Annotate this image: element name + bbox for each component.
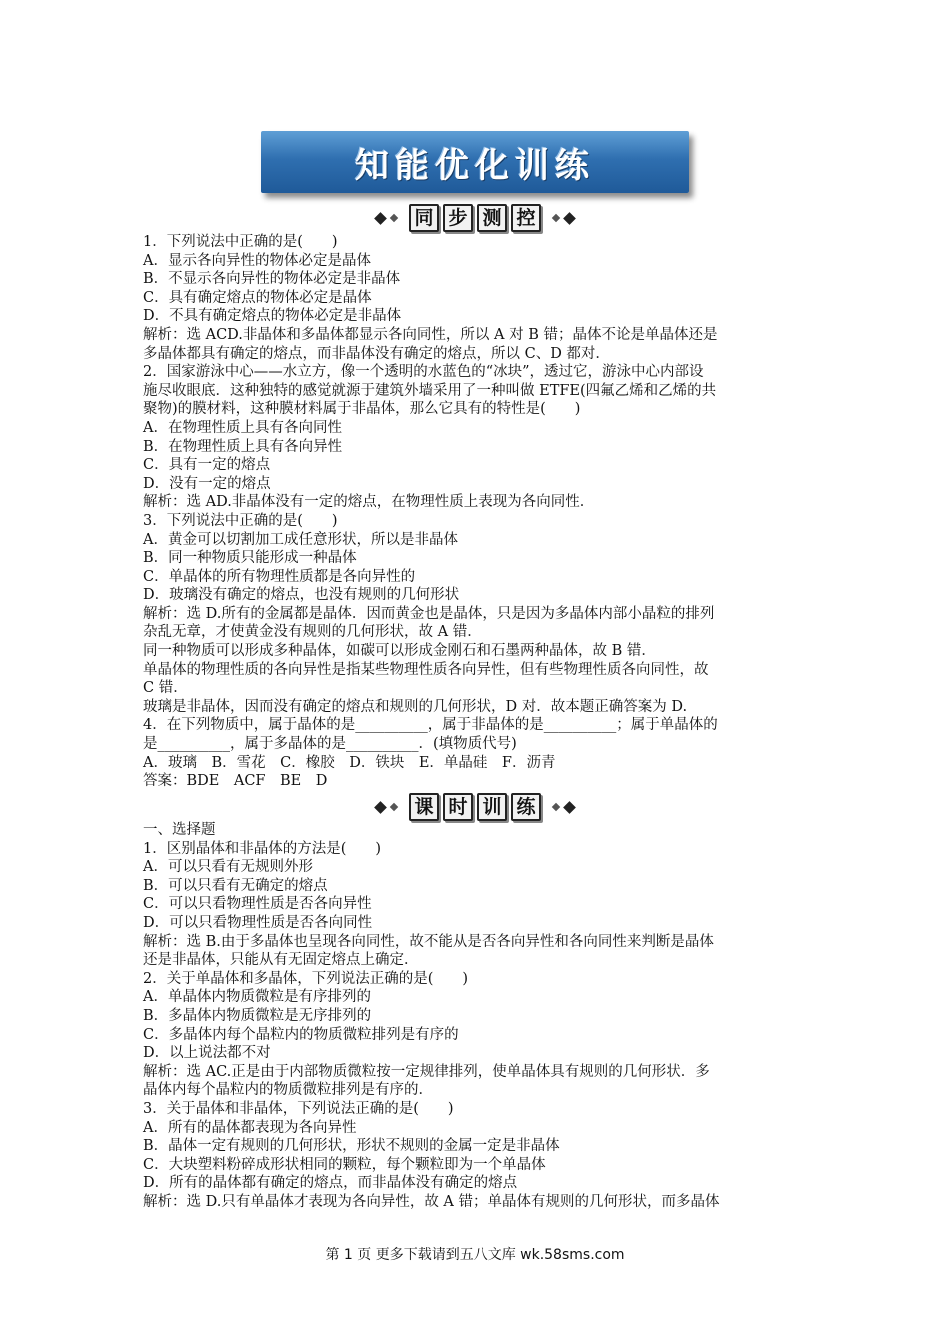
banner-title: 知能优化训练 — [355, 145, 595, 186]
section-title-char: 训 — [477, 793, 507, 821]
text-line: B．多晶体内物质微粒是无序排列的 — [143, 1007, 372, 1024]
text-line: 解析：选 D.只有单晶体才表现为各向异性，故 A 错；单晶体有规则的几何形状，而多晶体 — [143, 1193, 720, 1210]
text-line: 解析：选 D.所有的金属都是晶体．因而黄金也是晶体，只是因为多晶体内部小晶粒的排列 — [143, 605, 715, 622]
text-line: 2．国家游泳中心——水立方，像一个透明的水蓝色的“冰块”，透过它，游泳中心内部设 — [143, 364, 704, 381]
text-line: 还是非晶体，只能从有无固定熔点上确定． — [143, 952, 419, 969]
text-line: 解析：选 ACD.非晶体和多晶体都显示各向同性，所以 A 对 B 错；晶体不论是单晶体还是 — [143, 326, 718, 343]
text-line: B．晶体一定有规则的几何形状，形状不规则的金属一定是非晶体 — [143, 1138, 560, 1155]
section-title-char: 控 — [511, 204, 541, 232]
text-line: 多晶体都具有确定的熔点，而非晶体没有确定的熔点，所以 C、D 都对． — [143, 345, 610, 362]
section-title-char: 时 — [443, 793, 473, 821]
text-line: A．所有的晶体都表现为各向异性 — [143, 1119, 357, 1136]
text-line: 4．在下列物质中，属于晶体的是__________，属于非晶体的是__________；属于单晶体的 — [143, 717, 718, 734]
text-line: C．具有确定熔点的物体必定是晶体 — [143, 289, 372, 306]
section-title — [409, 793, 541, 821]
text-line: 2．关于单晶体和多晶体，下列说法正确的是( ) — [143, 970, 469, 987]
text-line: 答案：BDE ACF BE D — [143, 773, 328, 790]
text-line: A．黄金可以切割加工成任意形状，所以是非晶体 — [143, 531, 458, 548]
section-title-char: 练 — [511, 793, 541, 821]
text-line: 1．下列说法中正确的是( ) — [143, 234, 338, 250]
text-line: A．在物理性质上具有各向同性 — [143, 419, 342, 436]
diamond-icon — [390, 214, 398, 222]
diamond-icon — [390, 803, 398, 811]
text-line: 3．关于晶体和非晶体，下列说法正确的是( ) — [143, 1100, 454, 1117]
section-title — [409, 204, 541, 232]
text-line: D．可以只看物理性质是否各向同性 — [143, 914, 373, 931]
text-line: 玻璃是非晶体，因而没有确定的熔点和规则的几何形状，D 对．故本题正确答案为 D. — [143, 698, 688, 715]
section-header-sync — [0, 203, 950, 233]
section-sync-content — [143, 233, 813, 791]
section-header-lesson — [0, 792, 950, 822]
text-line: 解析：选 AC.正是由于内部物质微粒按一定规律排列，使单晶体具有规则的几何形状．多 — [143, 1063, 710, 1080]
diamond-icon — [552, 803, 560, 811]
section-title-char: 步 — [443, 204, 473, 232]
text-line: 同一种物质可以形成多种晶体，如碳可以形成金刚石和石墨两种晶体，故 B 错． — [143, 643, 656, 660]
text-line: B．在物理性质上具有各向异性 — [143, 438, 343, 455]
text-line: B．不显示各向异性的物体必定是非晶体 — [143, 271, 401, 288]
text-line: D．不具有确定熔点的物体必定是非晶体 — [143, 308, 402, 325]
text-line: 解析：选 B.由于多晶体也呈现各向同性，故不能从是否各向异性和各向同性来判断是晶体 — [143, 933, 714, 950]
text-line: C．单晶体的所有物理性质都是各向异性的 — [143, 568, 416, 585]
text-line: A．单晶体内物质微粒是有序排列的 — [143, 989, 371, 1006]
text-line: C．具有一定的熔点 — [143, 457, 271, 474]
text-line: 3．下列说法中正确的是( ) — [143, 512, 338, 529]
section-title-char: 同 — [409, 204, 439, 232]
text-line: D．没有一定的熔点 — [143, 475, 271, 492]
diamond-icon — [374, 801, 387, 814]
title-banner — [261, 131, 689, 193]
text-line: D．所有的晶体都有确定的熔点，而非晶体没有确定的熔点 — [143, 1175, 518, 1192]
text-line: B．同一种物质只能形成一种晶体 — [143, 550, 357, 567]
text-line: 解析：选 AD.非晶体没有一定的熔点，在物理性质上表现为各向同性． — [143, 494, 595, 511]
text-line: 1．区别晶体和非晶体的方法是( ) — [143, 840, 382, 857]
text-line: D．以上说法都不对 — [143, 1045, 271, 1062]
text-line: A．显示各向异性的物体必定是晶体 — [143, 252, 371, 269]
diamond-icon — [374, 212, 387, 225]
page-footer: 第 1 页 更多下载请到五八文库 wk.58sms.com — [325, 1247, 625, 1263]
text-line: C 错． — [143, 680, 188, 697]
text-line: A．玻璃 B．雪花 C．橡胶 D．铁块 E．单晶硅 F．沥青 — [143, 754, 556, 771]
text-line: 晶体内每个晶粒内的物质微粒排列是有序的． — [143, 1082, 433, 1099]
text-line: A．可以只看有无规则外形 — [143, 859, 313, 876]
diamond-icon — [552, 214, 560, 222]
text-line: B．可以只看有无确定的熔点 — [143, 877, 328, 894]
text-line: C．多晶体内每个晶粒内的物质微粒排列是有序的 — [143, 1026, 459, 1043]
text-line: 单晶体的物理性质的各向异性是指某些物理性质各向异性，但有些物理性质各向同性，故 — [143, 661, 709, 678]
text-line: 杂乱无章，才使黄金没有规则的几何形状，故 A 错． — [143, 624, 482, 641]
text-line: 一、选择题 — [143, 822, 216, 838]
text-line: 是__________，属于多晶体的是__________．(填物质代号) — [143, 736, 517, 753]
text-line: 施尽收眼底．这种独特的感觉就源于建筑外墙采用了一种叫做 ETFE(四氟乙烯和乙烯的共 — [143, 382, 717, 399]
diamond-icon — [563, 212, 576, 225]
text-line: C．大块塑料粉碎成形状相同的颗粒，每个颗粒即为一个单晶体 — [143, 1156, 546, 1173]
diamond-icon — [563, 801, 576, 814]
text-line: C．可以只看物理性质是否各向异性 — [143, 896, 372, 913]
text-line: D．玻璃没有确定的熔点，也没有规则的几何形状 — [143, 587, 460, 604]
section-title-char: 测 — [477, 204, 507, 232]
section-lesson-content — [143, 821, 813, 1211]
section-title-char: 课 — [409, 793, 439, 821]
text-line: 聚物)的膜材料，这种膜材料属于非晶体，那么它具有的特性是( ) — [143, 401, 581, 418]
